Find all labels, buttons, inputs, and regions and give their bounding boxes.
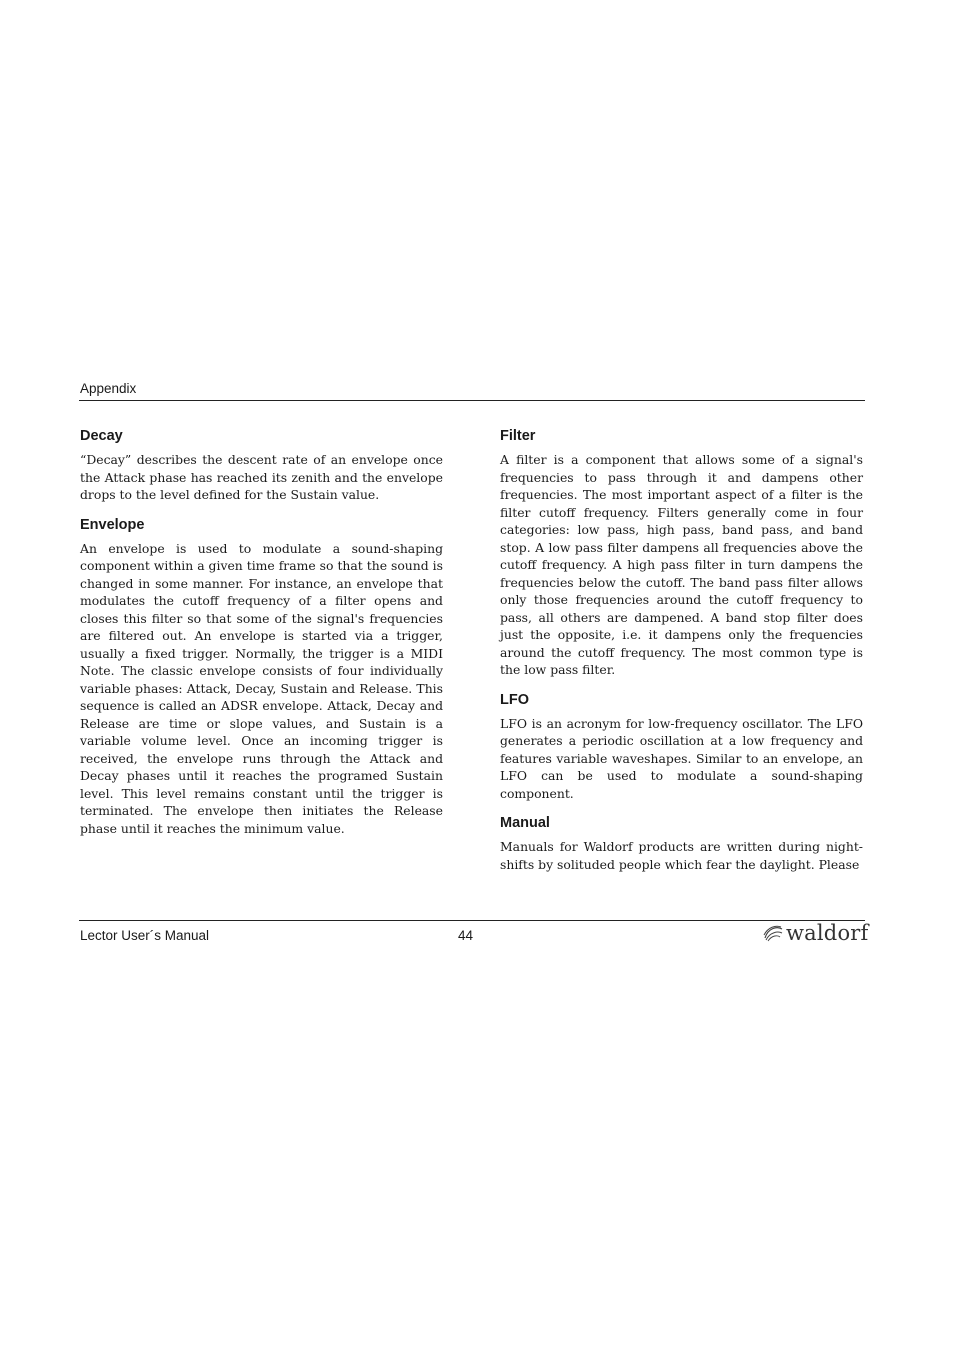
waldorf-swirl-logo-icon bbox=[762, 923, 784, 943]
glossary-entry-filter bbox=[500, 427, 863, 679]
entry-body: An envelope is used to modulate a sound-shaping component within a given time frame so that the sound is changed in some manner. For instance, an envelope that modulates the cutoff frequency of a filter opens and closes this filter so that some of the signal's frequencies are filtered out. An envelope is started via a trigger, usually a fixed trigger. Normally, the trigger is a MIDI Note. The classic envelope consists of four individually variable phases: Attack, Decay, Sustain and Release. This sequence is called an ADSR envelope. Attack, Decay and Release are time or slope values, and Sustain is a variable volume level. Once an incoming trigger is received, the envelope runs through the Attack and Decay phases until it reaches the programed Sustain level. This level remains constant until the trigger is terminated. The envelope then initiates the Release phase until it reaches the minimum value. bbox=[80, 540, 443, 836]
running-header: Appendix bbox=[80, 381, 137, 396]
glossary-entry-manual bbox=[500, 814, 863, 873]
footer-divider bbox=[79, 920, 865, 921]
entry-title: Decay bbox=[80, 428, 123, 444]
glossary-entry-decay bbox=[80, 427, 443, 504]
logo-wordmark: waldorf bbox=[786, 921, 869, 945]
entry-title: Manual bbox=[500, 815, 550, 831]
glossary-entry-envelope bbox=[80, 516, 443, 838]
entry-title: Filter bbox=[500, 428, 536, 444]
glossary-entry-lfo bbox=[500, 691, 863, 803]
footer-manual-title: Lector User´s Manual bbox=[80, 928, 210, 943]
right-column bbox=[500, 427, 863, 885]
header-divider bbox=[79, 400, 865, 401]
entry-body: Manuals for Waldorf products are written during night-shifts by solituded people which fear the daylight. Please bbox=[500, 839, 863, 872]
entry-title: Envelope bbox=[80, 516, 145, 533]
waldorf-logo bbox=[762, 921, 869, 945]
entry-body: A filter is a component that allows some of a signal's frequencies to pass through it and dampens other frequencies. The most important aspect of a filter is the filter cutoff frequency. Filters generally come in four categories: low pass, high pass, band pass, and band stop. A low pass filter dampens all frequencies above the cutoff frequency. A high pass filter in turn dampens the frequencies below the cutoff. The band pass filter allows only those frequencies around the cutoff frequency to pass, all others are dampened. A band stop filter does just the opposite, i.e. it dampens only the frequencies around the cutoff frequency. The most common type is the low pass filter. bbox=[500, 452, 863, 677]
entry-title: LFO bbox=[500, 691, 529, 708]
entry-body: “Decay” describes the descent rate of an envelope once the Attack phase has reached its zenith and the envelope drops to the level defined for the Sustain value. bbox=[80, 452, 443, 502]
page-number: 44 bbox=[458, 928, 474, 943]
entry-body: LFO is an acronym for low-frequency oscillator. The LFO generates a periodic oscillation at a low frequency and features variable waveshapes. Similar to an envelope, an LFO can be used to modulate a sound-shaping component. bbox=[500, 715, 863, 801]
left-column bbox=[80, 427, 443, 849]
